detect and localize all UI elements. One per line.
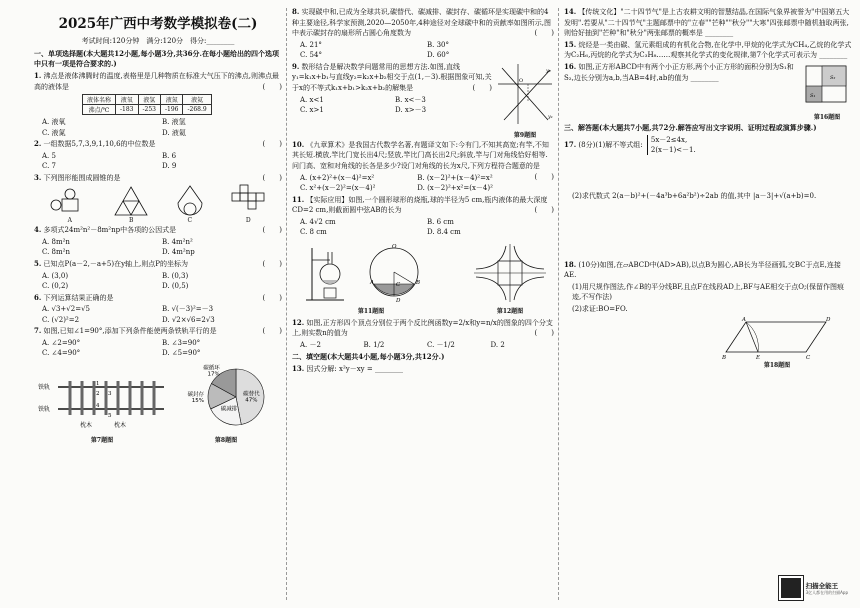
figure-caption: 第18题图 — [763, 361, 791, 369]
options-q4: A. 8m²n B. 4m²n² C. 8m²n D. 4m²np — [42, 237, 195, 257]
exam-meta: 考试时间:120分钟 满分:120分 得分:________ — [81, 37, 235, 45]
net-a: A — [50, 187, 90, 224]
options-q2: A. 5 B. 6 C. 7 D. 9 — [42, 151, 177, 171]
parallelogram-figure — [722, 316, 832, 360]
boiling-point-table: 液体名称 液氧 液氢 液氮 液氦 沸点/℃ -183 -253 -196 -268.9 — [82, 94, 212, 115]
svg-text:O: O — [519, 77, 524, 84]
pie-slice-label: 碳替代 47% — [243, 391, 260, 404]
figure-caption: 第9题图 — [513, 131, 537, 139]
net-b: B — [113, 185, 149, 224]
figure-18 — [564, 316, 852, 369]
question-11: 11. 【实际应用】如图,一个圆形球形的烧瓶,球的半径为5 cm,瓶内液体的最大深度CD=2 cm,则截面圆中弦AB的长为 ( ) — [292, 194, 554, 215]
svg-text:D: D — [396, 297, 401, 304]
question-2: 2. 一组数据5,7,3,9,1,10,6的中位数是 ( ) — [34, 139, 282, 149]
options-q11: A. 4√2 cm B. 6 cm C. 8 cm D. 8.4 cm — [300, 217, 461, 237]
svg-text:4: 4 — [96, 402, 100, 409]
option: A. 液氧 — [42, 118, 66, 127]
figures-11-12 — [292, 238, 554, 317]
options-q9: A. x<1 B. x<－3 C. x>1 D. x>－3 — [300, 95, 427, 115]
figure-caption: 第12题图 — [496, 307, 524, 315]
net-b-icon — [113, 185, 149, 217]
pie-chart — [174, 361, 278, 435]
inequality-system: 5x－2≤4x, 2(x－1)<－1. — [647, 135, 696, 155]
question-7: 7. 如图,已知∠1=90°,添加下列条件能使两条铁轨平行的是 ( ) — [34, 326, 282, 336]
qr-code-icon — [779, 576, 803, 600]
squares-figure — [802, 62, 852, 108]
question-12: 12. 如图,正方形四个顶点分别位于两个反比例函数y=2/x和y=n/x的图象的四个分支上,则实数n的值为 ( ) — [292, 317, 554, 338]
options-q10: A. (x+2)²+(x－4)²=x² B. (x－2)²+(x－4)²=x² C. x²+(x－2)²=(x－4)² D. (x－2)²+x²=(x－4)² — [300, 173, 493, 193]
question-5: 5. 已知点P(a－2,－a+5)在y轴上,则点P的坐标为 ( ) — [34, 258, 282, 268]
section-heading: 二、填空题(本大题共4小题,每小题3分,共12分.) — [292, 352, 445, 362]
question-1: 1. 沸点是液体沸腾时的温度,表格里是几种物质在标准大气压下的沸点,则沸点最高的液体是 ( ) — [34, 71, 282, 91]
options-q5: A. (3,0) B. (0,3) C. (0,2) D. (0,5) — [42, 271, 189, 291]
watermark-title: 扫描全能王 — [805, 581, 839, 590]
answer-blank[interactable]: ________ — [819, 51, 848, 60]
figure-9 — [496, 62, 554, 139]
question-16-block — [564, 62, 852, 121]
figure-caption: 第16题图 — [813, 113, 841, 121]
question-9-block — [292, 62, 554, 139]
rail-label: 铁轨 — [38, 405, 51, 413]
svg-text:A: A — [370, 279, 374, 286]
line-graph-figure — [496, 62, 554, 126]
svg-text:A: A — [742, 316, 746, 323]
svg-text:1: 1 — [96, 380, 100, 387]
scanner-watermark — [779, 576, 848, 600]
question-16: 16. 如图,正方形ABCD中有两个小正方形,两个小正方形的面积分别为S₁和S₂,边长分别为a,b,当AB=4时,ab的值为 ________ — [564, 61, 794, 82]
figure-12 — [470, 240, 550, 315]
question-4: 4. 多项式24m²n²－8m²np中各项的公因式是 ( ) — [34, 225, 282, 235]
answer-space — [564, 203, 852, 259]
question-18-part2: (2)求证:BO=FO. — [572, 304, 628, 313]
question-8: 8. 实现碳中和,已成为全球共识,碳替代、碳减排、碳封存、碳循环是实现碳中和的4种主要途径,科学家预测,2020—2050年,4种途径对全球碳中和的贡献率如图所示,图中表示碳封存的扇形所占圆心角度数为 ( ) — [292, 7, 554, 38]
column-right — [564, 6, 852, 604]
svg-text:C: C — [806, 354, 811, 360]
figure-7 — [38, 365, 166, 444]
option: B. 液氢 — [162, 118, 186, 127]
sleeper-label: 枕木 — [114, 421, 127, 429]
net-d: D — [230, 183, 266, 224]
svg-text:E: E — [756, 354, 761, 360]
svg-text:B: B — [416, 279, 421, 286]
svg-text:3: 3 — [108, 390, 112, 397]
question-9: 9. 数形结合是解决数学问题常用的思想方法.如图,直线y₁=k₁x+b₁与直线y₂=k₂x+b₂相交于点(1,－3).根据图象可知,关于x的不等式k₁x+b₁>k₂x+b₂的解集是 ( ) — [292, 61, 492, 92]
svg-text:D: D — [826, 316, 831, 323]
question-17-part2: (2)求代数式 2(a－b)²+(－4a³b+6a²b²)÷2ab 的值,其中 |a－3|+√(a+b)=0. — [572, 191, 817, 200]
watermark-subtitle: 3亿人都在用的扫描App — [805, 589, 848, 595]
svg-text:B: B — [722, 354, 727, 360]
figure-8 — [174, 361, 278, 444]
svg-text:y₂: y₂ — [546, 67, 551, 74]
net-a-icon — [50, 187, 90, 217]
figures-7-8 — [34, 359, 282, 446]
question-13: 13. 因式分解: x²y－xy = ________ — [292, 364, 403, 374]
question-18-part1: (1)用尺规作图法,作∠B的平分线BF,且点F在线段AD上,BF与AE相交于点O;(保留作图痕迹,不写作法) — [572, 282, 845, 302]
options-q6: A. √3+√2=√5 B. √(－3)²=－3 C. (√2)²=2 D. √2×√6=2√3 — [42, 305, 215, 324]
figure-11 — [296, 240, 446, 315]
svg-text:5: 5 — [108, 412, 112, 419]
column-middle — [292, 6, 554, 604]
svg-text:2: 2 — [96, 390, 100, 397]
section-heading: 一、单项选择题(本大题共12小题,每小题3分,共36分.在每小题给出的四个选项中只有一项是符合要求的.) — [34, 49, 279, 68]
hyperbola-figure — [470, 240, 550, 306]
question-18: 18. (10分)如图,在▱ABCD中(AD>AB),以点B为圆心,AB长为半径画弧,交BC于点E,连接AE. — [564, 259, 841, 280]
svg-text:O: O — [392, 243, 397, 250]
figure-caption: 第8题图 — [214, 436, 238, 444]
answer-blank[interactable]: ________ — [690, 73, 719, 82]
question-3: 3. 下列图形能围成圆锥的是 ( ) — [34, 172, 282, 182]
options-q12: A. －2 B. 1/2 C. －1/2 D. 2 — [300, 340, 505, 349]
question-14: 14. 【传统文化】"二十四节气"是上古农耕文明的智慧结晶,在国际气象界被誉为"中国第五大发明".若要从"二十四节气"主题邮票中的"立春""芒种""秋分""大寒"四张邮票中随机抽取两张,则恰好抽到"芒种"和"秋分"两张邮票的概率是 ________ — [564, 7, 850, 38]
answer-space — [564, 156, 852, 190]
option: D. 液氦 — [162, 128, 186, 137]
railway-figure — [38, 365, 166, 435]
column-divider — [558, 8, 559, 600]
figure-16 — [802, 62, 852, 121]
section-heading: 三、解答题(本大题共7小题,共72分.解答应写出文字说明、证明过程或演算步骤.) — [564, 122, 817, 132]
options-q7: A. ∠2=90° B. ∠3=90° C. ∠4=90° D. ∠5=90° — [42, 338, 201, 358]
answer-blank[interactable]: ________ — [374, 365, 403, 374]
sleeper-label: 枕木 — [80, 421, 93, 429]
svg-text:C: C — [396, 281, 401, 288]
cone-net-figures — [34, 184, 282, 224]
column-left — [34, 6, 282, 604]
question-17: 17. (8分)(1)解不等式组: 5x－2≤4x, 2(x－1)<－1. — [564, 135, 696, 154]
pie-slice-label: 碳封存 15% — [187, 391, 205, 404]
page-title: 2025年广西中考数学模拟卷(二) — [58, 16, 258, 32]
svg-text:y₁: y₁ — [548, 113, 553, 120]
options-q1 — [34, 117, 282, 138]
pie-slice-label: 碳减排 — [220, 406, 238, 413]
svg-text:S₁: S₁ — [810, 92, 816, 99]
rail-label: 铁轨 — [38, 383, 51, 391]
question-15: 15. 烷烃是一类由碳、氢元素组成的有机化合物,在化学中,甲烷的化学式为CH₄,乙烷的化学式为C₂H₆,丙烷的化学式为C₃H₈……观察其化学式的变化规律,第7个化学式可表示为 ________ — [564, 39, 852, 60]
column-divider — [286, 8, 287, 600]
pie-slice-label: 碳循环 17% — [203, 365, 220, 378]
svg-text:S₂: S₂ — [830, 74, 836, 81]
flask-figure — [296, 240, 446, 306]
question-10: 10. 《九章算术》是我国古代数学名著,有题译文如下:今有门,不知其高宽;有竿,不知其长短.横放,竿比门宽长出4尺;竖放,竿比门高长出2尺;斜放,竿与门对角线恰好相等.问门高、宽和对角线的长各是多少?设门对角线的长为x尺,下列方程符合题意的是 ( ) — [292, 139, 554, 181]
net-c-icon — [173, 183, 207, 217]
net-d-icon — [230, 183, 266, 217]
figure-caption: 第11题图 — [357, 307, 385, 315]
answer-blank[interactable]: ________ — [705, 29, 734, 38]
options-q8: A. 21° B. 30° C. 54° D. 60° — [300, 40, 450, 60]
figure-caption: 第7题图 — [90, 436, 114, 444]
question-6: 6. 下列运算结果正确的是 ( ) — [34, 292, 282, 302]
option: C. 液氮 — [42, 128, 66, 137]
net-c: C — [173, 183, 207, 224]
